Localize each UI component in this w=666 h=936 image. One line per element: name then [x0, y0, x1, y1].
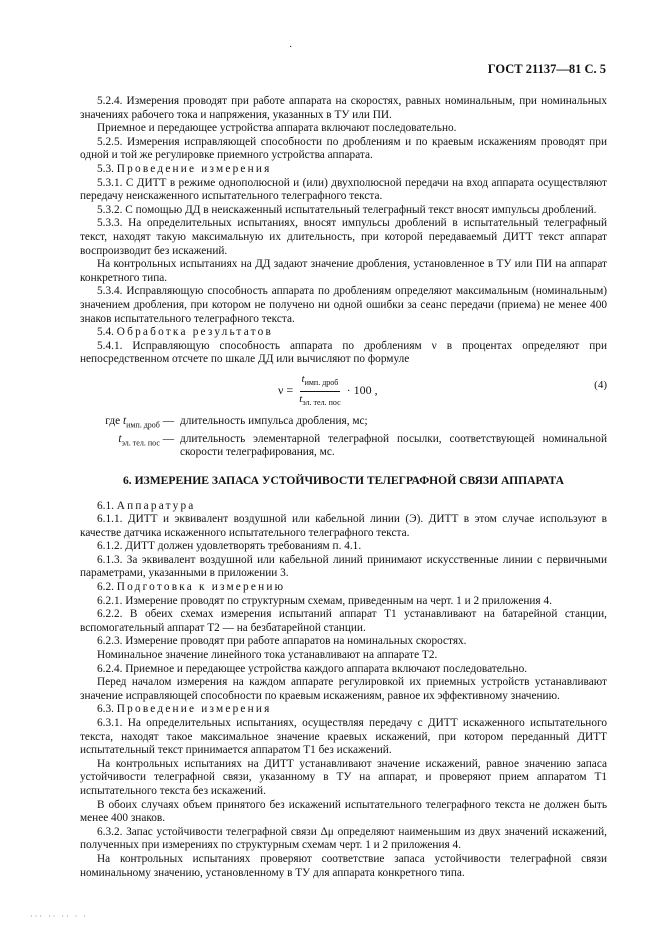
paragraph-6-3-2: 6.3.2. Запас устойчивости телеграфной связи Δμ определяют наименьшим из двух значений искажений, полученных при измерениях по структурным схемам черт. 1 и 2 приложения 4.	[80, 825, 607, 852]
paragraph-5-3-4: 5.3.4. Исправляющую способность аппарата по дроблениям определяют максимальным (номинальным) значением дробления, при котором не получено ни одной ошибки за сеанс передачи (приема) не менее 400 знаков испытательного телеграфного текста.	[80, 285, 607, 325]
paragraph: На контрольных испытаниях на ДИТТ устанавливают значение искажений, равное значению запаса устойчивости телеграфной связи, указанному в ТУ на аппарат, и проверяют прием аппаратом Т1 испытательного текста без искажений.	[80, 757, 607, 797]
formula-rhs: · 100 ,	[346, 383, 378, 398]
subsection-heading-5-4: 5.4. Обработка результатов	[97, 326, 273, 339]
paragraph: В обоих случаях объем принятого без искажений испытательного телеграфного текста не должен быть менее 400 знаков.	[80, 798, 607, 825]
paragraph-6-3-1: 6.3.1. На определительных испытаниях, осуществляя передачу с ДИТТ искаженного испытательного текста, находят такое максимальное значение краевых искажений, при котором переданный ДИТТ испытательный текст принимается аппаратом Т1 без искажений.	[80, 717, 607, 757]
paragraph-6-2-4: 6.2.4. Приемное и передающее устройства каждого аппарата включают последовательно.	[97, 662, 528, 675]
formula-fraction: $\frac{t_{имп. дроб}}{t_{эл. тел. пос}}$	[299, 372, 341, 407]
paragraph-5-3-1: 5.3.1. С ДИТТ в режиме однополюсной и (или) двухполюсной передачи на вход аппарата осуществляют передачу неискаженного испытательного телеграфного текста.	[80, 176, 607, 203]
where-clause-2: $t_{эл. тел. пос}$ — длительность элементарной телеграфной посылки, соответствующей номинальной скорости телеграфирования, мс.	[118, 432, 607, 459]
paragraph: На контрольных испытаниях на ДД задают значение дробления, установленное в ТУ или ПИ на аппарат конкретного типа.	[80, 258, 607, 284]
paragraph-5-4-1: 5.4.1. Исправляющую способность аппарата по дроблениям ν в процентах определяют при непосредственном отсчете по шкале ДД или вычисляют по формуле	[80, 339, 607, 366]
paragraph-6-2-3: 6.2.3. Измерение проводят при работе аппаратов на номинальных скоростях.	[97, 635, 467, 648]
paragraph-6-1-1: 6.1.1. ДИТТ и эквивалент воздушной или кабельной линии (Э). ДИТТ в этом случае используют в качестве датчика искаженного испытательного телеграфного текста.	[80, 513, 607, 539]
paragraph: На контрольных испытаниях проверяют соответствие запаса устойчивости телеграфной связи номинальному значению, установленному в ТУ для аппарата конкретного типа.	[80, 852, 607, 879]
paragraph-5-2-4: 5.2.4. Измерения проводят при работе аппарата на скоростях, равных номинальным, при номинальных значениях рабочего тока и напряжения, указанных в ТУ или ПИ.	[80, 95, 607, 121]
formula-4	[80, 371, 607, 411]
paragraph-6-1-2: 6.1.2. ДИТТ должен удовлетворять требованиям п. 4.1.	[97, 540, 362, 553]
paragraph-6-2-2: 6.2.2. В обеих схемах измерения испытаний аппарат Т1 устанавливают на батарейной станции, вспомогательный аппарат Т2 — на безбатарейной станции.	[80, 608, 607, 634]
subsection-heading-6-3: 6.3. Проведение измерения	[97, 703, 272, 716]
footer-mark: ··· ·· ·· · ·	[30, 912, 88, 921]
paragraph-5-3-2: 5.3.2. С помощью ДД в неискаженный испытательный телеграфный текст вносят импульсы дроблений.	[97, 203, 597, 216]
paragraph-5-3-3: 5.3.3. На определительных испытаниях, вносят импульсы дроблений в испытательный телеграфный текст, находят такую максимальную их длительность, при которой передаваемый ДИТТ текст аппарат воспроизводит без искажений.	[80, 217, 607, 257]
paragraph: Номинальное значение линейного тока устанавливают на аппарате Т2.	[97, 649, 438, 662]
top-mark: ·	[289, 42, 293, 53]
subsection-heading-5-3: 5.3. Проведение измерения	[97, 162, 272, 175]
subsection-heading-6-2: 6.2. Подготовка к измерению	[97, 581, 286, 594]
section-heading-6: 6. ИЗМЕРЕНИЕ ЗАПАСА УСТОЙЧИВОСТИ ТЕЛЕГРАФНОЙ СВЯЗИ АППАРАТА	[122, 473, 565, 487]
paragraph: Приемное и передающее устройства аппарата включают последовательно.	[97, 122, 457, 135]
paragraph: Перед началом измерения на каждом аппарате регулировкой их приемных устройств устанавливают значение исправляющей способности по краевым искажениям, равное их эффективному значению.	[80, 676, 607, 702]
formula-lhs: ν =	[278, 383, 294, 398]
paragraph-6-1-3: 6.1.3. За эквивалент воздушной или кабельной линий принимают искусственные линии с первичными параметрами, указанными в приложении 3.	[80, 553, 607, 580]
page-header: ГОСТ 21137—81 С. 5	[487, 62, 606, 76]
subsection-heading-6-1: 6.1. Аппаратура	[97, 499, 196, 512]
document-body	[80, 95, 607, 880]
paragraph-6-2-1: 6.2.1. Измерение проводят по структурным схемам, приведенным на черт. 1 и 2 приложения 4.	[97, 594, 552, 607]
paragraph-5-2-5: 5.2.5. Измерения исправляющей способности по дроблениям и по краевым искажениям проводят при одной и той же регулировке приемного устройства аппарата.	[80, 135, 607, 162]
equation-number: (4)	[594, 378, 607, 391]
where-clause-1: где $t_{имп. дроб}$ — длительность импульса дробления, мс;	[105, 414, 368, 430]
